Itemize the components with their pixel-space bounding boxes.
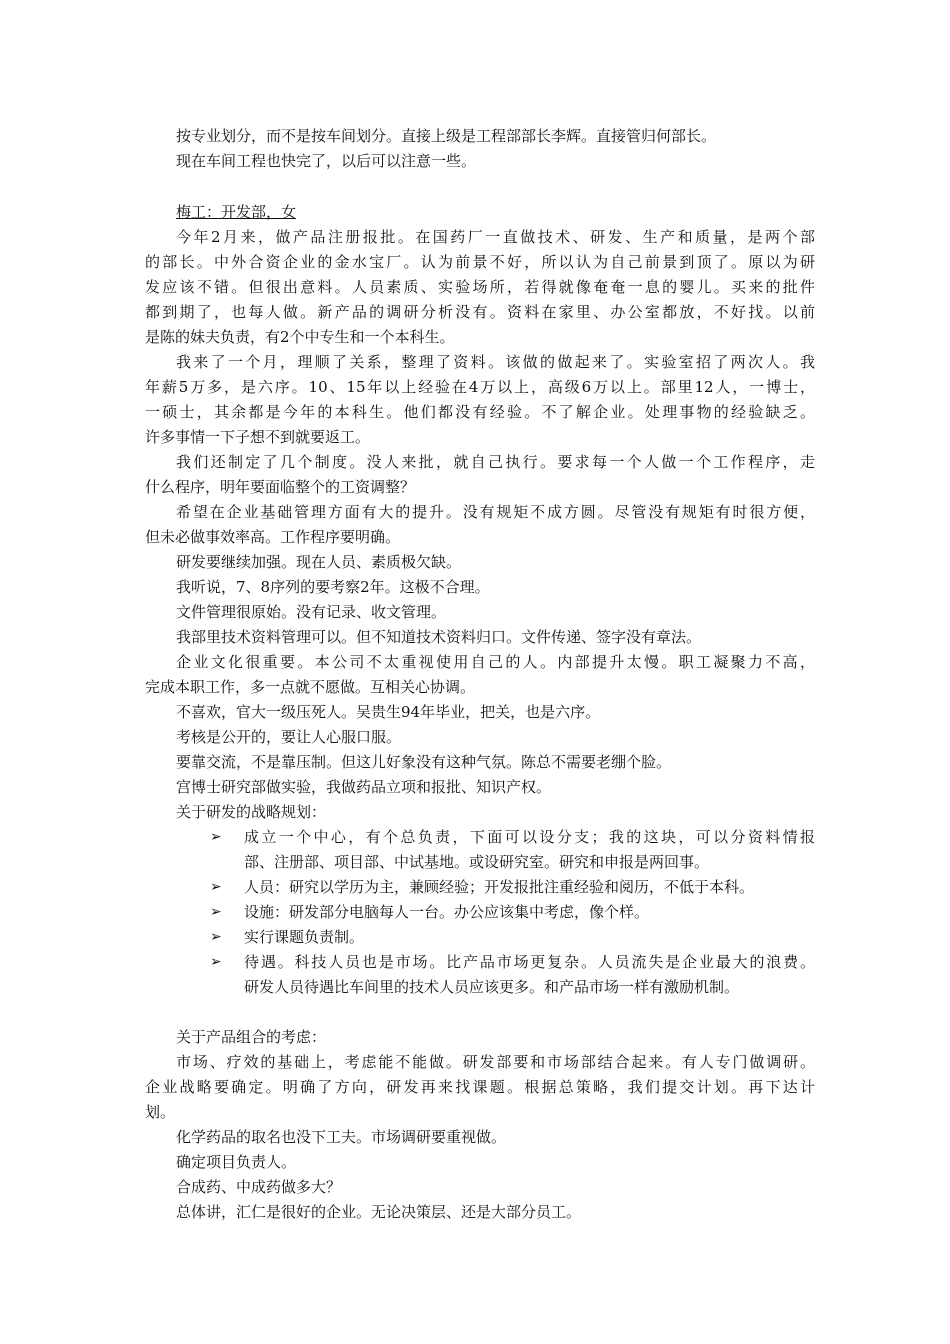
bullet-item-text: 实行课题负责制。: [244, 928, 365, 946]
paragraph-line: 划。: [145, 1103, 176, 1121]
paragraph-line: 今年2月来，做产品注册报批。在国药厂一直做技术、研发、生产和质量，是两个部: [176, 228, 815, 246]
paragraph-line: 我部里技术资料管理可以。但不知道技术资料归口。文件传递、签字没有章法。: [176, 628, 702, 646]
paragraph-line: 文件管理很原始。没有记录、收文管理。: [176, 603, 447, 621]
paragraph-line: 完成本职工作，多一点就不愿做。互相关心协调。: [145, 678, 476, 696]
bullet-arrow-icon: ➢: [210, 829, 222, 845]
paragraph-line: 考核是公开的，要让人心服口服。: [176, 728, 402, 746]
paragraph-line: 合成药、中成药做多大？: [176, 1178, 342, 1196]
paragraph-line: 我来了一个月，理顺了关系，整理了资料。该做的做起来了。实验室招了两次人。我: [176, 353, 815, 371]
paragraph-line: 年薪5万多，是六序。10、15年以上经验在4万以上，高级6万以上。部里12人，一博士，: [145, 378, 815, 396]
bullet-arrow-icon: ➢: [210, 879, 222, 895]
paragraph-line: 什么程序，明年要面临整个的工资调整？: [145, 478, 416, 496]
bullet-item-text: 待遇。科技人员也是市场。比产品市场更复杂。人员流失是企业最大的浪费。: [244, 953, 815, 971]
paragraph-line: 我听说，7、8序列的要考察2年。这极不合理。: [176, 578, 490, 596]
paragraph-line: 化学药品的取名也没下工夫。市场调研要重视做。: [176, 1128, 507, 1146]
paragraph-line: 希望在企业基础管理方面有大的提升。没有规矩不成方圆。尽管没有规矩有时很方便，: [176, 503, 815, 521]
bullet-arrow-icon: ➢: [210, 929, 222, 945]
paragraph-line: 许多事情一下子想不到就要返工。: [145, 428, 371, 446]
paragraph-line: 不喜欢，官大一级压死人。吴贵生94年毕业，把关，也是六序。: [176, 703, 601, 721]
paragraph-line: 市场、疗效的基础上，考虑能不能做。研发部要和市场部结合起来。有人专门做调研。: [176, 1053, 815, 1071]
bullet-item-text: 成立一个中心，有个总负责，下面可以设分支；我的这块，可以分资料情报: [244, 828, 815, 846]
section-heading: 梅工：开发部，女: [176, 203, 297, 221]
paragraph-line: 的部长。中外合资企业的金水宝厂。认为前景不好，所以认为自己前景到顶了。原以为研: [145, 253, 815, 271]
bullet-item-text: 人员：研究以学历为主，兼顾经验；开发报批注重经验和阅历，不低于本科。: [244, 878, 755, 896]
bullet-arrow-icon: ➢: [210, 954, 222, 970]
paragraph-line: 要靠交流，不是靠压制。但这儿好象没有这种气氛。陈总不需要老绷个脸。: [176, 753, 672, 771]
paragraph-line: 总体讲，汇仁是很好的企业。无论决策层、还是大部分员工。: [176, 1203, 582, 1221]
bullet-item-text: 部、注册部、项目部、中试基地。或设研究室。研究和申报是两回事。: [244, 853, 710, 871]
paragraph-line: 关于产品组合的考虑：: [176, 1028, 327, 1046]
paragraph-line: 都到期了，也每人做。新产品的调研分析没有。资料在家里、办公室都放，不好找。以前: [145, 303, 815, 321]
bullet-item-text: 设施：研发部分电脑每人一台。办公应该集中考虑，像个样。: [244, 903, 650, 921]
paragraph-line: 现在车间工程也快完了，以后可以注意一些。: [176, 152, 477, 170]
paragraph-line: 一硕士，其余都是今年的本科生。他们都没有经验。不了解企业。处理事物的经验缺乏。: [145, 403, 815, 421]
paragraph-line: 确定项目负责人。: [176, 1153, 297, 1171]
paragraph-line: 发应该不错。但很出意料。人员素质、实验场所，若得就像奄奄一息的婴儿。买来的批件: [145, 278, 815, 296]
paragraph-line: 按专业划分，而不是按车间划分。直接上级是工程部部长李辉。直接管归何部长。: [176, 127, 717, 145]
paragraph-line: 企业战略要确定。明确了方向，研发再来找课题。根据总策略，我们提交计划。再下达计: [145, 1078, 815, 1096]
paragraph-line: 是陈的妹夫负责，有2个中专生和一个本科生。: [145, 328, 455, 346]
paragraph-line: 企业文化很重要。本公司不太重视使用自己的人。内部提升太慢。职工凝聚力不高，: [176, 653, 815, 671]
paragraph-line: 我们还制定了几个制度。没人来批，就自己执行。要求每一个人做一个工作程序，走: [176, 453, 815, 471]
bullet-arrow-icon: ➢: [210, 904, 222, 920]
paragraph-line: 关于研发的战略规划：: [176, 803, 327, 821]
paragraph-line: 宫博士研究部做实验，我做药品立项和报批、知识产权。: [176, 778, 552, 796]
bullet-item-text: 研发人员待遇比车间里的技术人员应该更多。和产品市场一样有激励机制。: [244, 978, 740, 996]
paragraph-line: 研发要继续加强。现在人员、素质极欠缺。: [176, 553, 462, 571]
paragraph-line: 但未必做事效率高。工作程序要明确。: [145, 528, 401, 546]
